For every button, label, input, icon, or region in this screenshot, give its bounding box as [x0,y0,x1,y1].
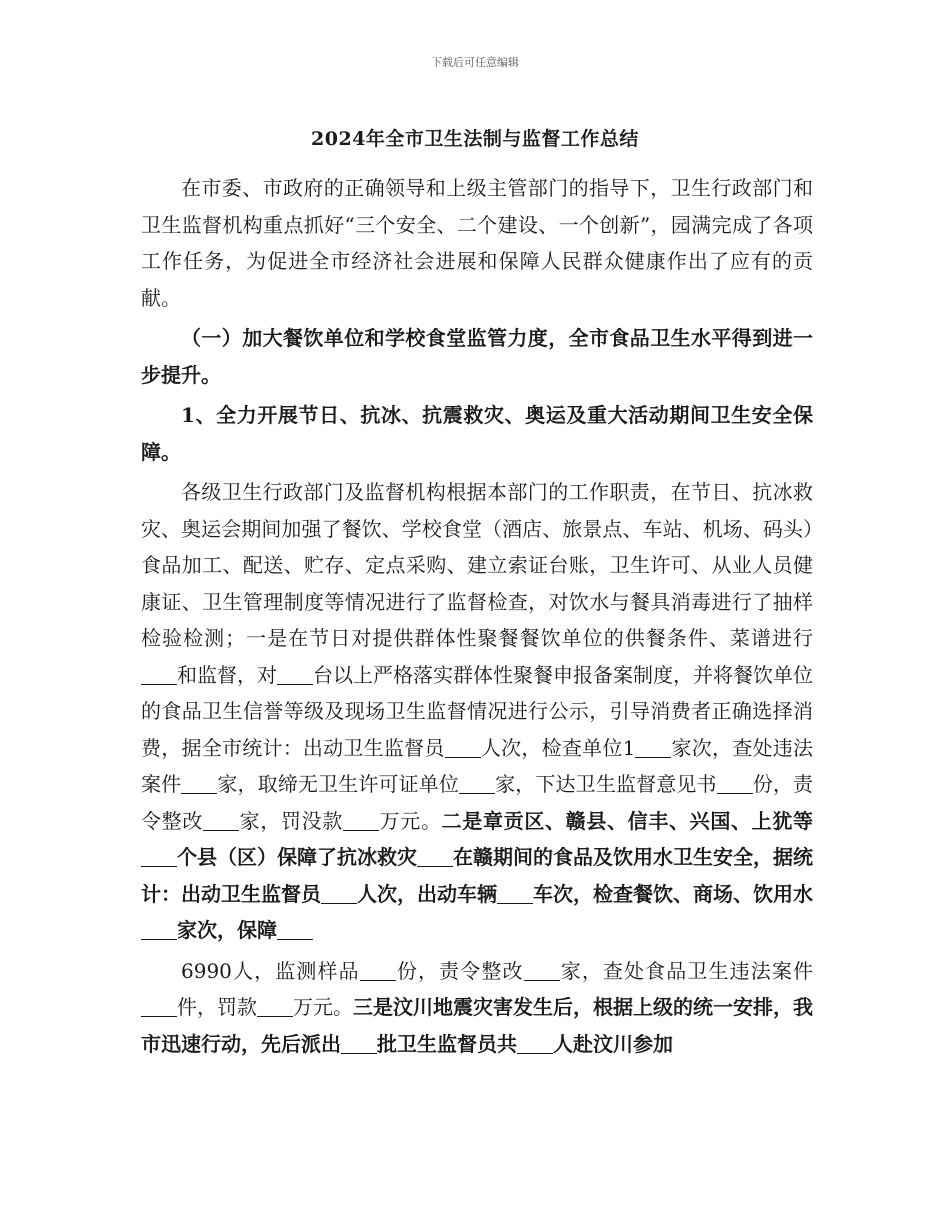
bold-run: 个县（区）保障了抗冰救灾 [177,845,417,869]
fill-blank [343,810,379,831]
fill-blank [321,883,357,904]
text-run: 家，查处食品卫生违法案件 [559,958,814,983]
fill-blank [445,737,481,758]
text-run: 家，罚没款 [239,808,343,833]
bold-run: 在赣期间的食品及饮用水卫生安全，据统计：出动卫生监督员 [141,845,813,906]
bold-run: 家次，保障 [177,918,277,942]
fill-blank [141,996,177,1017]
bold-run: 二是章贡区、赣县、信丰、兴国、上犹等 [441,808,814,833]
subsection-heading: 1、全力开展节日、抗冰、抗震救灾、奥运及重大活动期间卫生安全保障。 [141,403,813,464]
fill-blank [257,996,293,1017]
fill-blank [141,846,177,867]
text-run: 各级卫生行政部门及监督机构根据本部门的工作职责，在节日、抗冰救灾、奥运会期间加强了餐饮、学校食堂（酒店、旅景点、车站、机场、码头）食品加工、配送、贮存、定点采购、建立索证台账，卫生许可、从业人员健康证、卫生管理制度等情况进行了监督检查，对饮水与餐具消毒进行了抽样检验检测；一是在节日对提供群体性聚餐餐饮单位的供餐条件、菜谱进行 [141,480,813,650]
fill-blank [517,1033,553,1054]
fill-blank [360,960,396,981]
fill-blank [417,846,453,867]
fill-blank [524,960,560,981]
text-run: 万元。 [379,808,442,833]
intro-paragraph: 在市委、市政府的正确领导和上级主管部门的指导下，卫生行政部门和卫生监督机构重点抓好“三个安全、二个建设、一个创新”，园满完成了各项工作任务，为促进全市经济社会进展和保障人民群众健康作出了应有的贡献。 [141,176,813,310]
text-run: 份，责令整改 [141,772,814,833]
fill-blank [277,664,313,685]
bold-run: 三是汶川地震灾害发生后，根据上级的统一安排，我市迅速行动，先后派出 [141,995,813,1056]
fill-blank [635,737,671,758]
text-run: 和监督，对 [177,662,277,687]
text-run: 家次，查处违法案件 [141,735,814,796]
bold-run: 人次，出动车辆 [357,881,497,906]
fill-blank [459,773,495,794]
fill-blank [203,810,239,831]
bold-run: 车次，检查餐饮、商场、饮用水 [533,881,813,906]
fill-blank [277,919,313,940]
text-run: 6990人，监测样品 [181,958,360,983]
fill-blank [341,1033,377,1054]
fill-blank [717,773,753,794]
section-heading: （一）加大餐饮单位和学校食堂监管力度，全市食品卫生水平得到进一步提升。 [141,326,813,387]
bold-run: 批卫生监督员共 [377,1031,517,1056]
text-run: 家，取缔无卫生许可证单位 [217,772,460,796]
text-run: 万元。 [293,995,353,1019]
text-run: 人次，检查单位1 [480,735,636,760]
fill-blank [497,883,533,904]
text-run: 台以上严格落实群体性聚餐申报备案制度，并将餐饮单位的食品卫生信誉等级及现场卫生监督情况进行公示，引导消费者正确选择消费，据全市统计：出动卫生监督员 [141,662,813,760]
fill-blank [141,919,177,940]
body-paragraph [141,953,813,1063]
text-run: 份，责令整改 [395,958,524,983]
document-title: 2024年全市卫生法制与监督工作总结 [311,128,639,150]
bold-run: 人赴汶川参加 [553,1031,673,1056]
fill-blank [181,773,217,794]
fill-blank [141,664,177,685]
page-header: 下载后可任意编辑 [431,56,519,69]
text-run: 家，下达卫生监督意见书 [495,772,717,796]
body-paragraph [141,474,813,949]
text-run: 件，罚款 [177,995,257,1019]
document-body [141,170,813,1066]
